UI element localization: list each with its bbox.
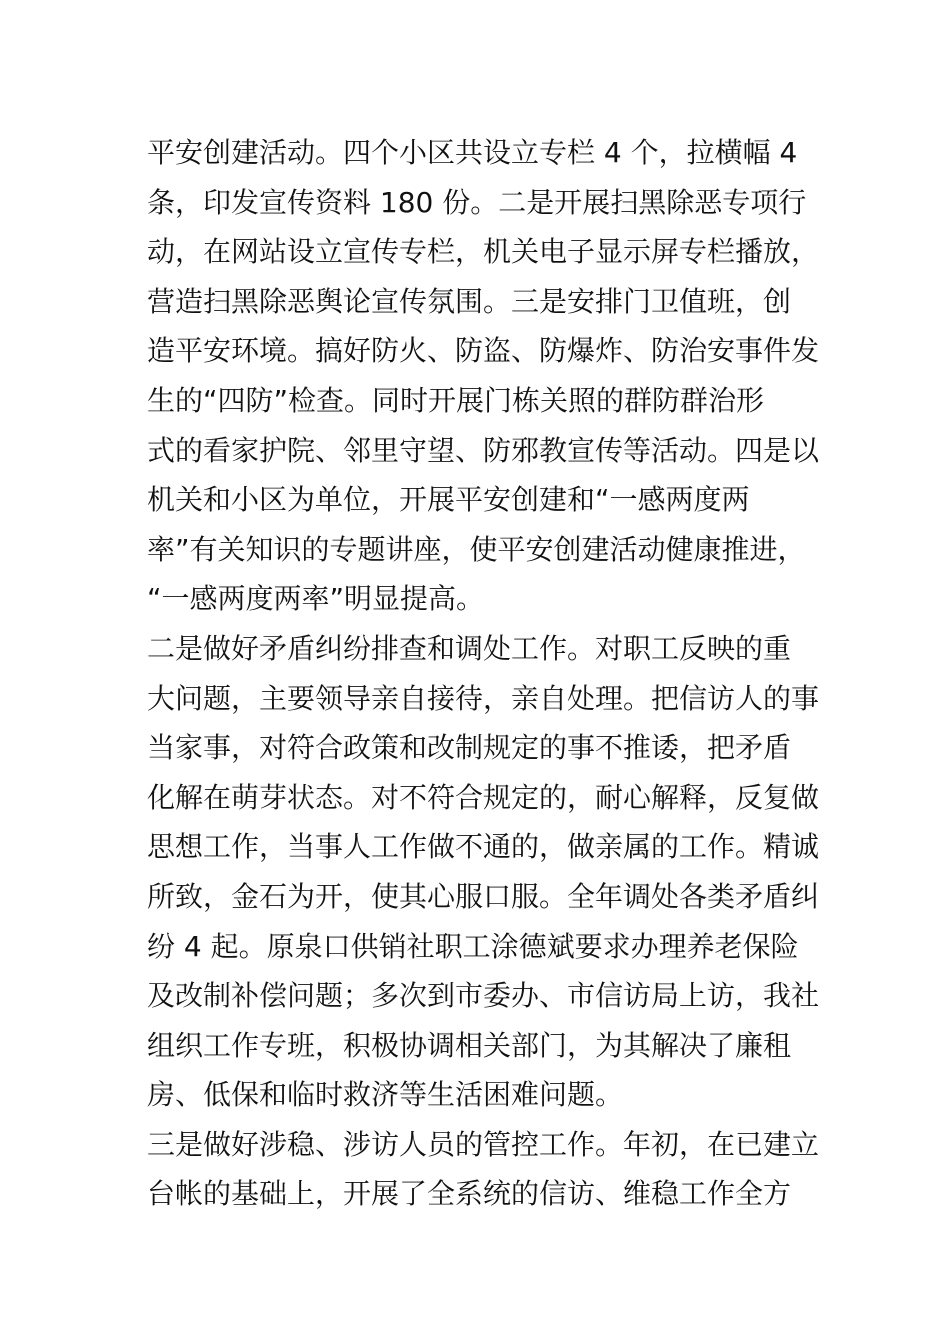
text-line: 二是做好矛盾纠纷排查和调处工作。对职工反映的重 [147,631,792,665]
text-line: 动，在网站设立宣传专栏，机关电子显示屏专栏播放， [147,235,820,269]
text-line: 营造扫黑除恶舆论宣传氛围。三是安排门卫值班，创 [147,284,792,318]
text-line: 条，印发宣传资料 180 份。二是开展扫黑除恶专项行 [147,185,807,219]
text-line: 平安创建活动。四个小区共设立专栏 4 个，拉横幅 4 [147,136,798,169]
text-line: 所致，金石为开，使其心服口服。全年调处各类矛盾纠 [147,879,820,913]
text-line: 造平安环境。搞好防火、防盗、防爆炸、防治安事件发 [147,334,820,368]
text-line: 大问题，主要领导亲自接待，亲自处理。把信访人的事 [147,681,820,715]
text-line: 纷 4 起。原泉口供销社职工涂德斌要求办理养老保险 [147,929,799,963]
text-line: 台帐的基础上，开展了全系统的信访、维稳工作全方 [147,1177,792,1211]
text-line: “一感两度两率”明显提高。 [147,582,485,616]
text-line: 式的看家护院、邻里守望、防邪教宣传等活动。四是以 [147,433,820,467]
text-line: 三是做好涉稳、涉访人员的管控工作。年初，在已建立 [147,1127,820,1161]
text-line: 机关和小区为单位，开展平安创建和“一感两度两 [147,483,750,517]
text-line: 组织工作专班，积极协调相关部门，为其解决了廉租 [147,1028,792,1062]
text-line: 房、低保和临时救济等生活困难问题。 [147,1078,624,1112]
text-line: 化解在萌芽状态。对不符合规定的，耐心解释，反复做 [147,780,820,814]
text-line: 及改制补偿问题；多次到市委办、市信访局上访，我社 [147,979,820,1013]
text-line: 生的“四防”检查。同时开展门栋关照的群防群治形 [147,383,765,417]
text-line: 率”有关知识的专题讲座，使平安创建活动健康推进， [147,532,806,566]
text-line: 当家事，对符合政策和改制规定的事不推诿，把矛盾 [147,731,792,765]
document-body [147,128,820,1219]
text-line: 思想工作，当事人工作做不通的，做亲属的工作。精诚 [147,830,820,864]
